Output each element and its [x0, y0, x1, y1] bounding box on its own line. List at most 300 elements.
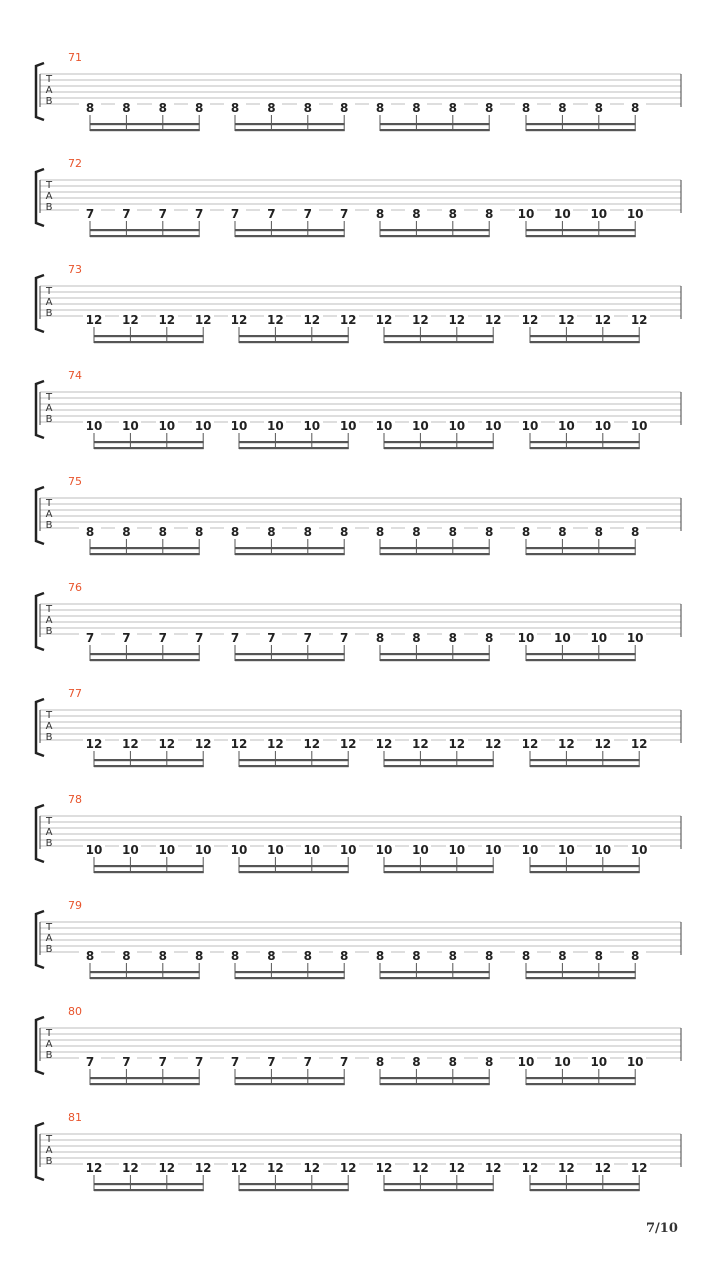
beam — [235, 235, 345, 237]
fret-number: 7 — [224, 631, 246, 645]
beam — [530, 759, 640, 761]
fret-number: 10 — [373, 419, 395, 433]
fret-number: 8 — [405, 631, 427, 645]
tab-clef-letter: B — [45, 1050, 53, 1061]
beam — [526, 553, 636, 555]
staff — [0, 55, 720, 155]
beam — [94, 871, 204, 873]
beam — [94, 447, 204, 449]
fret-number: 8 — [369, 101, 391, 115]
tab-clef-letter: T — [45, 816, 53, 827]
beam — [384, 1189, 494, 1191]
beam — [526, 971, 636, 973]
fret-number: 8 — [442, 101, 464, 115]
fret-number: 12 — [446, 313, 468, 327]
beam — [530, 865, 640, 867]
fret-number: 12 — [482, 1161, 504, 1175]
beam — [239, 759, 349, 761]
fret-number: 7 — [260, 1055, 282, 1069]
tab-clef-letter: T — [45, 286, 53, 297]
beam — [90, 1083, 200, 1085]
fret-number: 10 — [156, 843, 178, 857]
tab-system — [0, 1111, 720, 1215]
fret-number: 8 — [551, 101, 573, 115]
tab-clef-letter: B — [45, 838, 53, 849]
tab-clef-letter: B — [45, 732, 53, 743]
fret-number: 8 — [79, 525, 101, 539]
fret-number: 8 — [188, 101, 210, 115]
beam — [94, 335, 204, 337]
beam — [530, 765, 640, 767]
beam — [235, 971, 345, 973]
fret-number: 8 — [588, 525, 610, 539]
fret-number: 10 — [119, 419, 141, 433]
bar-number: 77 — [68, 687, 82, 700]
fret-number: 8 — [478, 207, 500, 221]
fret-number: 10 — [409, 419, 431, 433]
beam — [384, 335, 494, 337]
bar-number: 73 — [68, 263, 82, 276]
tab-clef-letter: T — [45, 498, 53, 509]
beam — [235, 653, 345, 655]
fret-number: 10 — [264, 843, 286, 857]
beam — [239, 335, 349, 337]
beam — [94, 759, 204, 761]
fret-number: 10 — [588, 1055, 610, 1069]
fret-number: 8 — [224, 949, 246, 963]
bar-number: 80 — [68, 1005, 82, 1018]
fret-number: 12 — [192, 1161, 214, 1175]
bar-number: 71 — [68, 51, 82, 64]
fret-number: 8 — [442, 207, 464, 221]
fret-number: 10 — [592, 843, 614, 857]
fret-number: 8 — [79, 949, 101, 963]
tab-system — [0, 263, 720, 367]
beam — [94, 1189, 204, 1191]
fret-number: 12 — [156, 1161, 178, 1175]
fret-number: 8 — [442, 949, 464, 963]
fret-number: 7 — [79, 631, 101, 645]
fret-number: 8 — [588, 101, 610, 115]
fret-number: 10 — [624, 207, 646, 221]
fret-number: 10 — [482, 843, 504, 857]
fret-number: 12 — [119, 313, 141, 327]
page-number: 7/10 — [646, 1221, 678, 1236]
beam — [239, 447, 349, 449]
tab-clef-letter: A — [45, 827, 53, 838]
fret-number: 10 — [588, 631, 610, 645]
fret-number: 10 — [301, 843, 323, 857]
beam — [384, 871, 494, 873]
fret-number: 8 — [297, 101, 319, 115]
fret-number: 10 — [192, 419, 214, 433]
fret-number: 12 — [628, 313, 650, 327]
beam — [384, 341, 494, 343]
staff — [0, 903, 720, 1003]
fret-number: 10 — [446, 419, 468, 433]
beam — [90, 659, 200, 661]
fret-number: 12 — [301, 737, 323, 751]
beam — [94, 441, 204, 443]
fret-number: 12 — [409, 737, 431, 751]
fret-number: 12 — [592, 737, 614, 751]
beam — [239, 765, 349, 767]
bar-number: 72 — [68, 157, 82, 170]
fret-number: 8 — [478, 525, 500, 539]
beam — [235, 123, 345, 125]
fret-number: 10 — [551, 207, 573, 221]
fret-number: 7 — [260, 631, 282, 645]
fret-number: 7 — [333, 1055, 355, 1069]
beam — [235, 129, 345, 131]
beam — [235, 1077, 345, 1079]
fret-number: 10 — [337, 843, 359, 857]
fret-number: 12 — [482, 737, 504, 751]
fret-number: 7 — [188, 1055, 210, 1069]
fret-number: 8 — [152, 525, 174, 539]
tab-clef-letter: A — [45, 721, 53, 732]
beam — [90, 235, 200, 237]
fret-number: 12 — [592, 1161, 614, 1175]
beam — [94, 341, 204, 343]
beam — [380, 653, 490, 655]
fret-number: 10 — [192, 843, 214, 857]
tab-system — [0, 581, 720, 685]
beam — [235, 229, 345, 231]
beam — [239, 441, 349, 443]
tab-clef-letter: A — [45, 933, 53, 944]
fret-number: 8 — [405, 525, 427, 539]
tab-clef-letter: A — [45, 191, 53, 202]
beam — [90, 229, 200, 231]
fret-number: 8 — [224, 101, 246, 115]
fret-number: 8 — [405, 1055, 427, 1069]
fret-number: 8 — [551, 525, 573, 539]
fret-number: 10 — [519, 419, 541, 433]
fret-number: 12 — [192, 737, 214, 751]
beam — [380, 1077, 490, 1079]
tab-clef-letter: B — [45, 308, 53, 319]
fret-number: 7 — [115, 207, 137, 221]
fret-number: 10 — [119, 843, 141, 857]
fret-number: 10 — [264, 419, 286, 433]
fret-number: 12 — [119, 1161, 141, 1175]
fret-number: 12 — [446, 737, 468, 751]
fret-number: 12 — [519, 737, 541, 751]
fret-number: 12 — [301, 1161, 323, 1175]
fret-number: 8 — [624, 525, 646, 539]
beam — [384, 1183, 494, 1185]
tab-clef-letter: T — [45, 1134, 53, 1145]
beam — [90, 977, 200, 979]
beam — [526, 653, 636, 655]
fret-number: 7 — [115, 631, 137, 645]
fret-number: 10 — [446, 843, 468, 857]
fret-number: 8 — [333, 101, 355, 115]
tab-clef-letter: B — [45, 626, 53, 637]
beam — [530, 871, 640, 873]
beam — [90, 1077, 200, 1079]
beam — [384, 441, 494, 443]
tab-clef-letter: T — [45, 710, 53, 721]
beam — [530, 441, 640, 443]
beam — [90, 971, 200, 973]
fret-number: 12 — [555, 313, 577, 327]
beam — [380, 547, 490, 549]
fret-number: 7 — [152, 207, 174, 221]
tab-clef-letter: A — [45, 85, 53, 96]
fret-number: 12 — [83, 313, 105, 327]
fret-number: 10 — [482, 419, 504, 433]
fret-number: 10 — [624, 1055, 646, 1069]
fret-number: 8 — [369, 1055, 391, 1069]
fret-number: 8 — [369, 525, 391, 539]
fret-number: 8 — [115, 525, 137, 539]
tab-system — [0, 157, 720, 261]
fret-number: 10 — [519, 843, 541, 857]
beam — [235, 1083, 345, 1085]
tab-clef-letter: T — [45, 180, 53, 191]
fret-number: 8 — [260, 525, 282, 539]
fret-number: 8 — [442, 631, 464, 645]
fret-number: 12 — [337, 1161, 359, 1175]
tab-clef-letter: A — [45, 403, 53, 414]
fret-number: 7 — [333, 207, 355, 221]
fret-number: 8 — [297, 525, 319, 539]
tab-clef-letter: B — [45, 414, 53, 425]
fret-number: 10 — [551, 1055, 573, 1069]
fret-number: 8 — [588, 949, 610, 963]
fret-number: 10 — [228, 843, 250, 857]
fret-number: 10 — [551, 631, 573, 645]
fret-number: 8 — [115, 949, 137, 963]
beam — [530, 1189, 640, 1191]
fret-number: 12 — [156, 737, 178, 751]
fret-number: 10 — [301, 419, 323, 433]
fret-number: 8 — [152, 101, 174, 115]
fret-number: 10 — [628, 843, 650, 857]
fret-number: 12 — [83, 1161, 105, 1175]
fret-number: 12 — [519, 1161, 541, 1175]
beam — [530, 341, 640, 343]
fret-number: 7 — [188, 631, 210, 645]
staff — [0, 161, 720, 261]
beam — [526, 1083, 636, 1085]
beam — [380, 553, 490, 555]
fret-number: 10 — [515, 1055, 537, 1069]
beam — [526, 129, 636, 131]
fret-number: 8 — [442, 525, 464, 539]
beam — [90, 547, 200, 549]
tab-system — [0, 687, 720, 791]
tab-clef-letter: B — [45, 202, 53, 213]
beam — [94, 765, 204, 767]
fret-number: 10 — [628, 419, 650, 433]
tab-system — [0, 51, 720, 155]
tab-clef-letter: A — [45, 1039, 53, 1050]
fret-number: 8 — [115, 101, 137, 115]
fret-number: 12 — [301, 313, 323, 327]
fret-number: 12 — [373, 313, 395, 327]
fret-number: 8 — [478, 101, 500, 115]
fret-number: 8 — [442, 1055, 464, 1069]
beam — [526, 659, 636, 661]
tab-system — [0, 369, 720, 473]
fret-number: 12 — [337, 737, 359, 751]
beam — [384, 865, 494, 867]
fret-number: 12 — [192, 313, 214, 327]
fret-number: 10 — [83, 419, 105, 433]
beam — [239, 1189, 349, 1191]
fret-number: 10 — [555, 843, 577, 857]
fret-number: 12 — [519, 313, 541, 327]
fret-number: 7 — [188, 207, 210, 221]
fret-number: 12 — [228, 313, 250, 327]
fret-number: 10 — [83, 843, 105, 857]
fret-number: 8 — [188, 949, 210, 963]
tab-clef-letter: A — [45, 615, 53, 626]
tab-clef-letter: T — [45, 392, 53, 403]
staff — [0, 1009, 720, 1109]
fret-number: 10 — [337, 419, 359, 433]
beam — [94, 1183, 204, 1185]
tab-system — [0, 899, 720, 1003]
beam — [384, 447, 494, 449]
beam — [526, 1077, 636, 1079]
beam — [235, 977, 345, 979]
tab-clef-letter: A — [45, 509, 53, 520]
fret-number: 7 — [115, 1055, 137, 1069]
fret-number: 7 — [297, 1055, 319, 1069]
fret-number: 12 — [156, 313, 178, 327]
fret-number: 12 — [592, 313, 614, 327]
fret-number: 10 — [592, 419, 614, 433]
beam — [94, 865, 204, 867]
tab-clef-letter: B — [45, 520, 53, 531]
fret-number: 8 — [624, 949, 646, 963]
fret-number: 7 — [333, 631, 355, 645]
beam — [239, 865, 349, 867]
beam — [235, 659, 345, 661]
fret-number: 8 — [79, 101, 101, 115]
beam — [530, 1183, 640, 1185]
tab-clef-letter: T — [45, 922, 53, 933]
fret-number: 10 — [409, 843, 431, 857]
fret-number: 10 — [156, 419, 178, 433]
fret-number: 8 — [260, 101, 282, 115]
fret-number: 12 — [373, 737, 395, 751]
fret-number: 12 — [119, 737, 141, 751]
beam — [90, 553, 200, 555]
beam — [90, 653, 200, 655]
fret-number: 12 — [409, 1161, 431, 1175]
fret-number: 10 — [228, 419, 250, 433]
staff — [0, 479, 720, 579]
beam — [530, 335, 640, 337]
beam — [239, 341, 349, 343]
beam — [235, 547, 345, 549]
fret-number: 10 — [373, 843, 395, 857]
fret-number: 7 — [79, 207, 101, 221]
beam — [90, 129, 200, 131]
bar-number: 81 — [68, 1111, 82, 1124]
beam — [380, 129, 490, 131]
fret-number: 12 — [264, 1161, 286, 1175]
fret-number: 8 — [405, 949, 427, 963]
fret-number: 10 — [588, 207, 610, 221]
fret-number: 7 — [152, 631, 174, 645]
fret-number: 10 — [515, 631, 537, 645]
beam — [526, 229, 636, 231]
fret-number: 8 — [515, 949, 537, 963]
bar-number: 74 — [68, 369, 82, 382]
fret-number: 12 — [555, 737, 577, 751]
beam — [380, 235, 490, 237]
fret-number: 12 — [337, 313, 359, 327]
fret-number: 12 — [446, 1161, 468, 1175]
fret-number: 8 — [551, 949, 573, 963]
staff — [0, 585, 720, 685]
beam — [384, 765, 494, 767]
fret-number: 12 — [409, 313, 431, 327]
fret-number: 8 — [369, 631, 391, 645]
fret-number: 7 — [260, 207, 282, 221]
fret-number: 12 — [482, 313, 504, 327]
fret-number: 7 — [297, 207, 319, 221]
fret-number: 8 — [478, 949, 500, 963]
beam — [90, 123, 200, 125]
fret-number: 8 — [478, 1055, 500, 1069]
fret-number: 12 — [264, 737, 286, 751]
fret-number: 10 — [515, 207, 537, 221]
fret-number: 8 — [260, 949, 282, 963]
fret-number: 12 — [555, 1161, 577, 1175]
fret-number: 8 — [369, 207, 391, 221]
beam — [239, 871, 349, 873]
tab-clef-letter: B — [45, 1156, 53, 1167]
fret-number: 7 — [224, 1055, 246, 1069]
fret-number: 12 — [228, 737, 250, 751]
fret-number: 10 — [624, 631, 646, 645]
fret-number: 8 — [405, 207, 427, 221]
fret-number: 12 — [628, 737, 650, 751]
tab-system — [0, 475, 720, 579]
fret-number: 8 — [478, 631, 500, 645]
beam — [530, 447, 640, 449]
fret-number: 8 — [405, 101, 427, 115]
tab-clef-letter: A — [45, 1145, 53, 1156]
fret-number: 8 — [333, 949, 355, 963]
fret-number: 8 — [369, 949, 391, 963]
beam — [380, 1083, 490, 1085]
beam — [384, 759, 494, 761]
fret-number: 7 — [297, 631, 319, 645]
fret-number: 7 — [152, 1055, 174, 1069]
fret-number: 8 — [297, 949, 319, 963]
beam — [380, 977, 490, 979]
tab-system — [0, 793, 720, 897]
fret-number: 8 — [188, 525, 210, 539]
fret-number: 12 — [264, 313, 286, 327]
fret-number: 12 — [373, 1161, 395, 1175]
beam — [526, 547, 636, 549]
tab-clef-letter: A — [45, 297, 53, 308]
fret-number: 10 — [555, 419, 577, 433]
beam — [526, 235, 636, 237]
tab-clef-letter: T — [45, 604, 53, 615]
tab-clef-letter: T — [45, 74, 53, 85]
beam — [380, 659, 490, 661]
